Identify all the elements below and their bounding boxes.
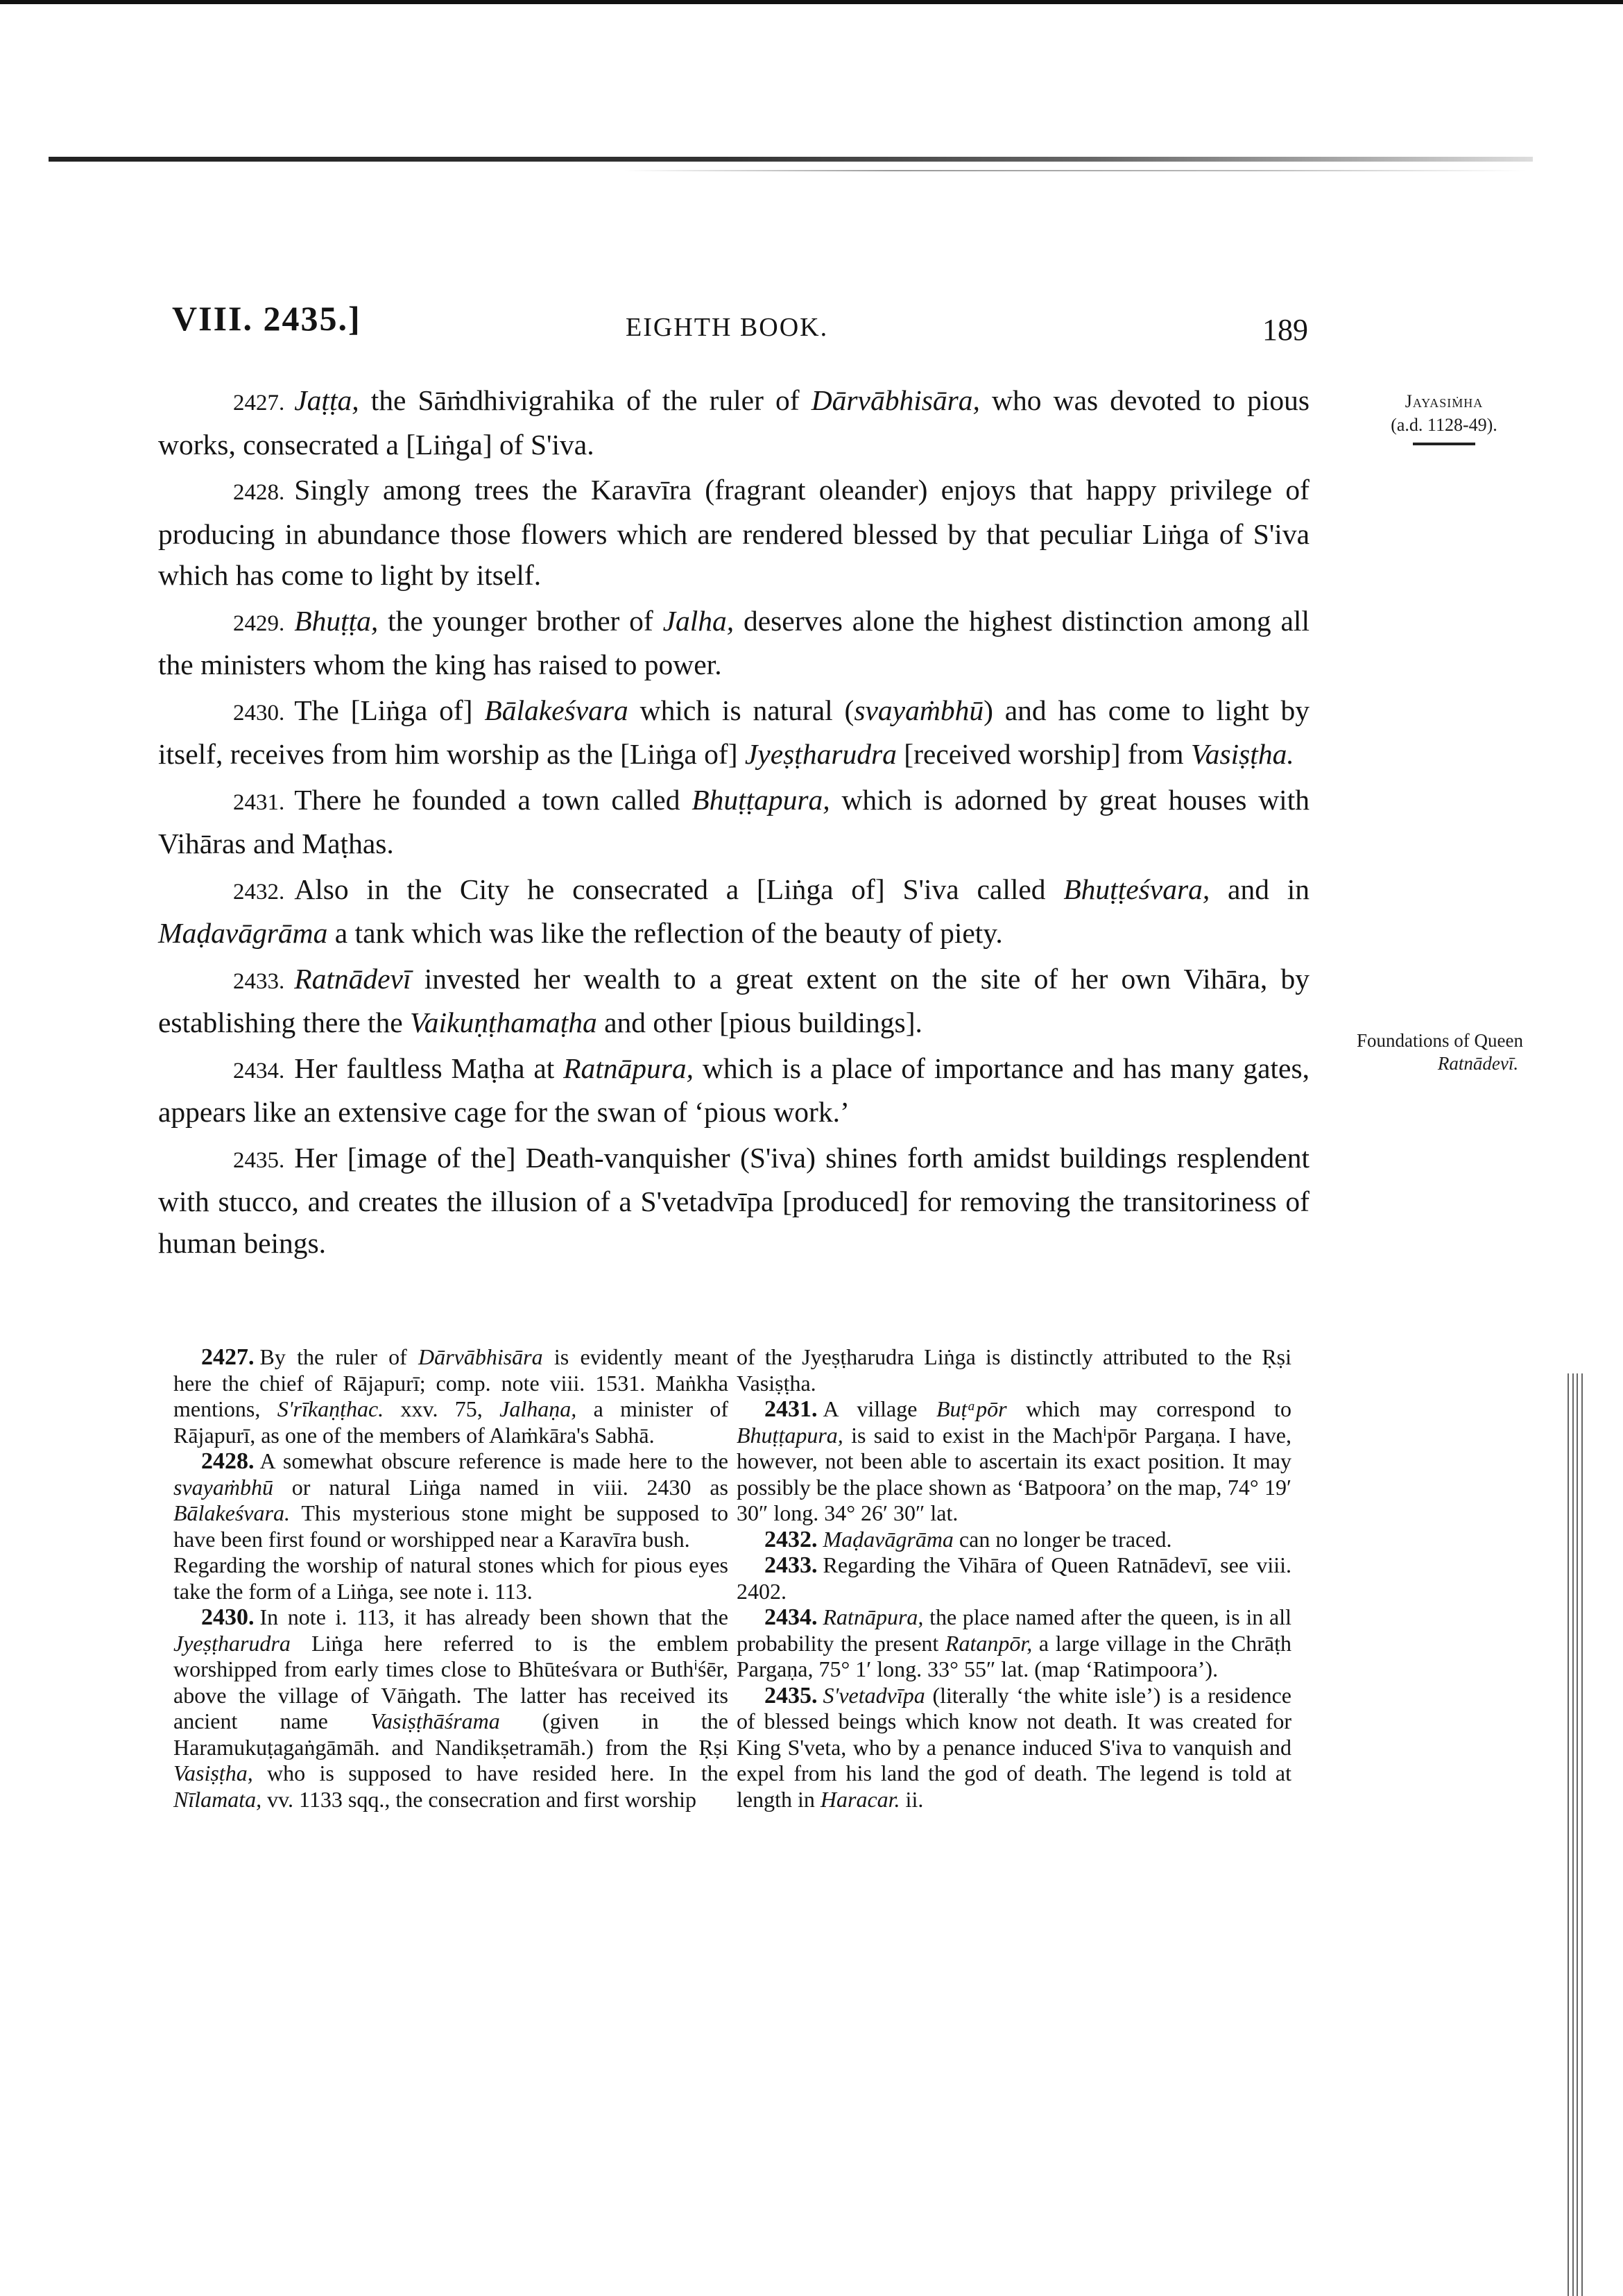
verse-text: There he founded a town called Bhuṭṭapura, which is adorned by great houses with Vihāras and Maṭhas. bbox=[158, 783, 1309, 859]
footnote-number: 2430. bbox=[201, 1604, 255, 1630]
footnote-number: 2433. bbox=[764, 1552, 818, 1578]
footnote bbox=[737, 1396, 1291, 1527]
footnote-number: 2428. bbox=[201, 1448, 255, 1474]
verse-number: 2432. bbox=[233, 879, 285, 905]
footnote bbox=[737, 1683, 1291, 1813]
footnote-text: By the ruler of Dārvābhisāra is evidently meant here the chief of Rājapurī; comp. note viii. 1531. Maṅkha mentions, S'rīkaṇṭhac. xxv. 75, Jalhaṇa, a minister of Rājapurī, as one of the members of Alaṁkāra's Sabhā. bbox=[173, 1344, 729, 1448]
footnote-number: 2432. bbox=[764, 1526, 818, 1552]
footnote bbox=[173, 1448, 728, 1552]
footnote bbox=[737, 1527, 1291, 1553]
verse bbox=[158, 780, 1309, 865]
footnote bbox=[173, 1604, 728, 1813]
margin-note-line: Jayasiṁha bbox=[1405, 391, 1484, 411]
verse-number: 2434. bbox=[233, 1058, 285, 1083]
verse bbox=[158, 380, 1309, 465]
footnote bbox=[737, 1344, 1291, 1396]
scan-edge-artifact bbox=[1566, 1373, 1587, 2296]
verse-text: Her [image of the] Death-vanquisher (S'iva) shines forth amidst buildings resplendent with stucco, and creates the illusion of a S'vetadvīpa [produced] for removing the transitoriness of human beings. bbox=[158, 1141, 1309, 1259]
footnote-number: 2431. bbox=[764, 1396, 818, 1422]
header-rule-faint bbox=[624, 170, 1526, 171]
footnote-text: Regarding the Vihāra of Queen Ratnādevī, see viii. 2402. bbox=[737, 1552, 1291, 1604]
margin-note-foundations bbox=[1322, 1029, 1558, 1075]
footnotes-right-column bbox=[737, 1344, 1291, 1813]
verse-text: Bhuṭṭa, the younger brother of Jalha, deserves alone the highest distinction among all the ministers whom the king has raised to power. bbox=[158, 604, 1309, 680]
verse-text: Jaṭṭa, the Sāṁdhivigrahika of the ruler of Dārvābhisāra, who was devoted to pious works, consecrated a [Liṅga] of S'iva. bbox=[158, 384, 1309, 461]
footnote bbox=[737, 1604, 1291, 1683]
verse-number: 2433. bbox=[233, 968, 285, 994]
footnote-text: of the Jyeṣṭharudra Liṅga is distinctly attributed to the Ṛṣi Vasiṣṭha. bbox=[737, 1344, 1291, 1396]
footnote-number: 2435. bbox=[764, 1682, 818, 1708]
footnote-number: 2427. bbox=[201, 1344, 255, 1370]
verse-number: 2427. bbox=[233, 391, 285, 415]
margin-note-line: Foundations of Queen bbox=[1357, 1030, 1523, 1051]
margin-note-line: (a.d. 1128-49). bbox=[1391, 415, 1497, 435]
footnote-text: Ratnāpura, the place named after the queen, is in all probability the present Ratanpōr, a large village in the Chrāṭh Pargaṇa, 75° 1′ long. 33° 55″ lat. (map ‘Ratimpoora’). bbox=[737, 1604, 1292, 1681]
footnotes-left-column bbox=[173, 1344, 728, 1813]
footnote-text: A village Buṭᵃpōr which may correspond to Bhuṭṭapura, is said to exist in the Machⁱpōr Pargaṇa. I have, however, not been able to ascertain its exact position. It may possibly be the place shown as ‘Batpoora’ on the map, 74° 19′ 30″ long. 34° 26′ 30″ lat. bbox=[737, 1396, 1292, 1525]
translation-text bbox=[158, 380, 1309, 1268]
verse bbox=[158, 1048, 1309, 1133]
footnote bbox=[737, 1552, 1291, 1604]
verse-text: Singly among trees the Karavīra (fragrant oleander) enjoys that happy privilege of producing in abundance those flowers which are rendered blessed by that peculiar Liṅga of S'iva which has come to light by itself. bbox=[158, 474, 1309, 591]
top-border-line bbox=[0, 0, 1623, 4]
verse-number: 2430. bbox=[233, 700, 285, 726]
running-head-title: EIGHTH BOOK. bbox=[626, 313, 829, 342]
verse bbox=[158, 959, 1309, 1044]
verse-number: 2428. bbox=[233, 480, 285, 505]
verse bbox=[158, 869, 1309, 954]
verse-text: Her faultless Maṭha at Ratnāpura, which is a place of importance and has many gates, appears like an extensive cage for the swan of ‘pious work.’ bbox=[158, 1052, 1309, 1128]
verse-text: Also in the City he consecrated a [Liṅga of] S'iva called Bhuṭṭeśvara, and in Maḍavāgrāma a tank which was like the reflection of the beauty of piety. bbox=[158, 873, 1309, 949]
margin-note-jayasimha bbox=[1354, 390, 1534, 445]
verse-number: 2431. bbox=[233, 789, 285, 815]
footnote-number: 2434. bbox=[764, 1604, 818, 1630]
verse-text: The [Liṅga of] Bālakeśvara which is natural (svayaṁbhū) and has come to light by itself, receives from him worship as the [Liṅga of] Jyeṣṭharudra [received worship] from Vasiṣṭha. bbox=[158, 694, 1309, 770]
margin-note-line: Ratnādevī. bbox=[1437, 1053, 1519, 1074]
footnote bbox=[173, 1552, 728, 1604]
footnote bbox=[173, 1344, 728, 1448]
running-head-verse-range: VIII. 2435.] bbox=[172, 299, 361, 338]
footnote-text: Maḍavāgrāma can no longer be traced. bbox=[823, 1526, 1172, 1552]
verse bbox=[158, 690, 1309, 776]
footnote-text: S'vetadvīpa (literally ‘the white isle’) is a residence of blessed beings which know not death. It was created for King S'veta, who by a penance induced S'iva to vanquish and expel from his land the god of death. The legend is told at length in Haracar. ii. bbox=[737, 1682, 1291, 1812]
verse-number: 2435. bbox=[233, 1147, 285, 1173]
verse bbox=[158, 601, 1309, 686]
verse bbox=[158, 1138, 1309, 1265]
page-number: 189 bbox=[1262, 313, 1308, 347]
footnote-text: A somewhat obscure reference is made here to the svayaṁbhū or natural Liṅga named in viii. 2430 as Bālakeśvara. This mysterious stone might be supposed to have been first found or worshipped near a Karavīra bush. bbox=[173, 1448, 728, 1552]
verse bbox=[158, 470, 1309, 597]
verse-text: Ratnādevī invested her wealth to a great extent on the site of her own Vihāra, by establishing there the Vaikuṇṭhamaṭha and other [pious buildings]. bbox=[158, 962, 1309, 1038]
footnote-text: Regarding the worship of natural stones which for pious eyes take the form of a Liṅga, see note i. 113. bbox=[173, 1552, 728, 1604]
footnote-text: In note i. 113, it has already been shown that the Jyeṣṭharudra Liṅga here referred to is the emblem worshipped from early times close to Bhūteśvara or Buthⁱśēr, above the village of Vāṅgath. The latter has received its ancient name Vasiṣṭhāśrama (given in the Haramukuṭagaṅgāmāh. and Nandikṣetramāh.) from the Ṛṣi Vasiṣṭha, who is supposed to have resided here. In the Nīlamata, vv. 1133 sqq., the consecration and first worship bbox=[173, 1604, 729, 1812]
verse-number: 2429. bbox=[233, 610, 285, 636]
margin-note-underline bbox=[1413, 443, 1475, 445]
header-rule bbox=[49, 157, 1533, 162]
